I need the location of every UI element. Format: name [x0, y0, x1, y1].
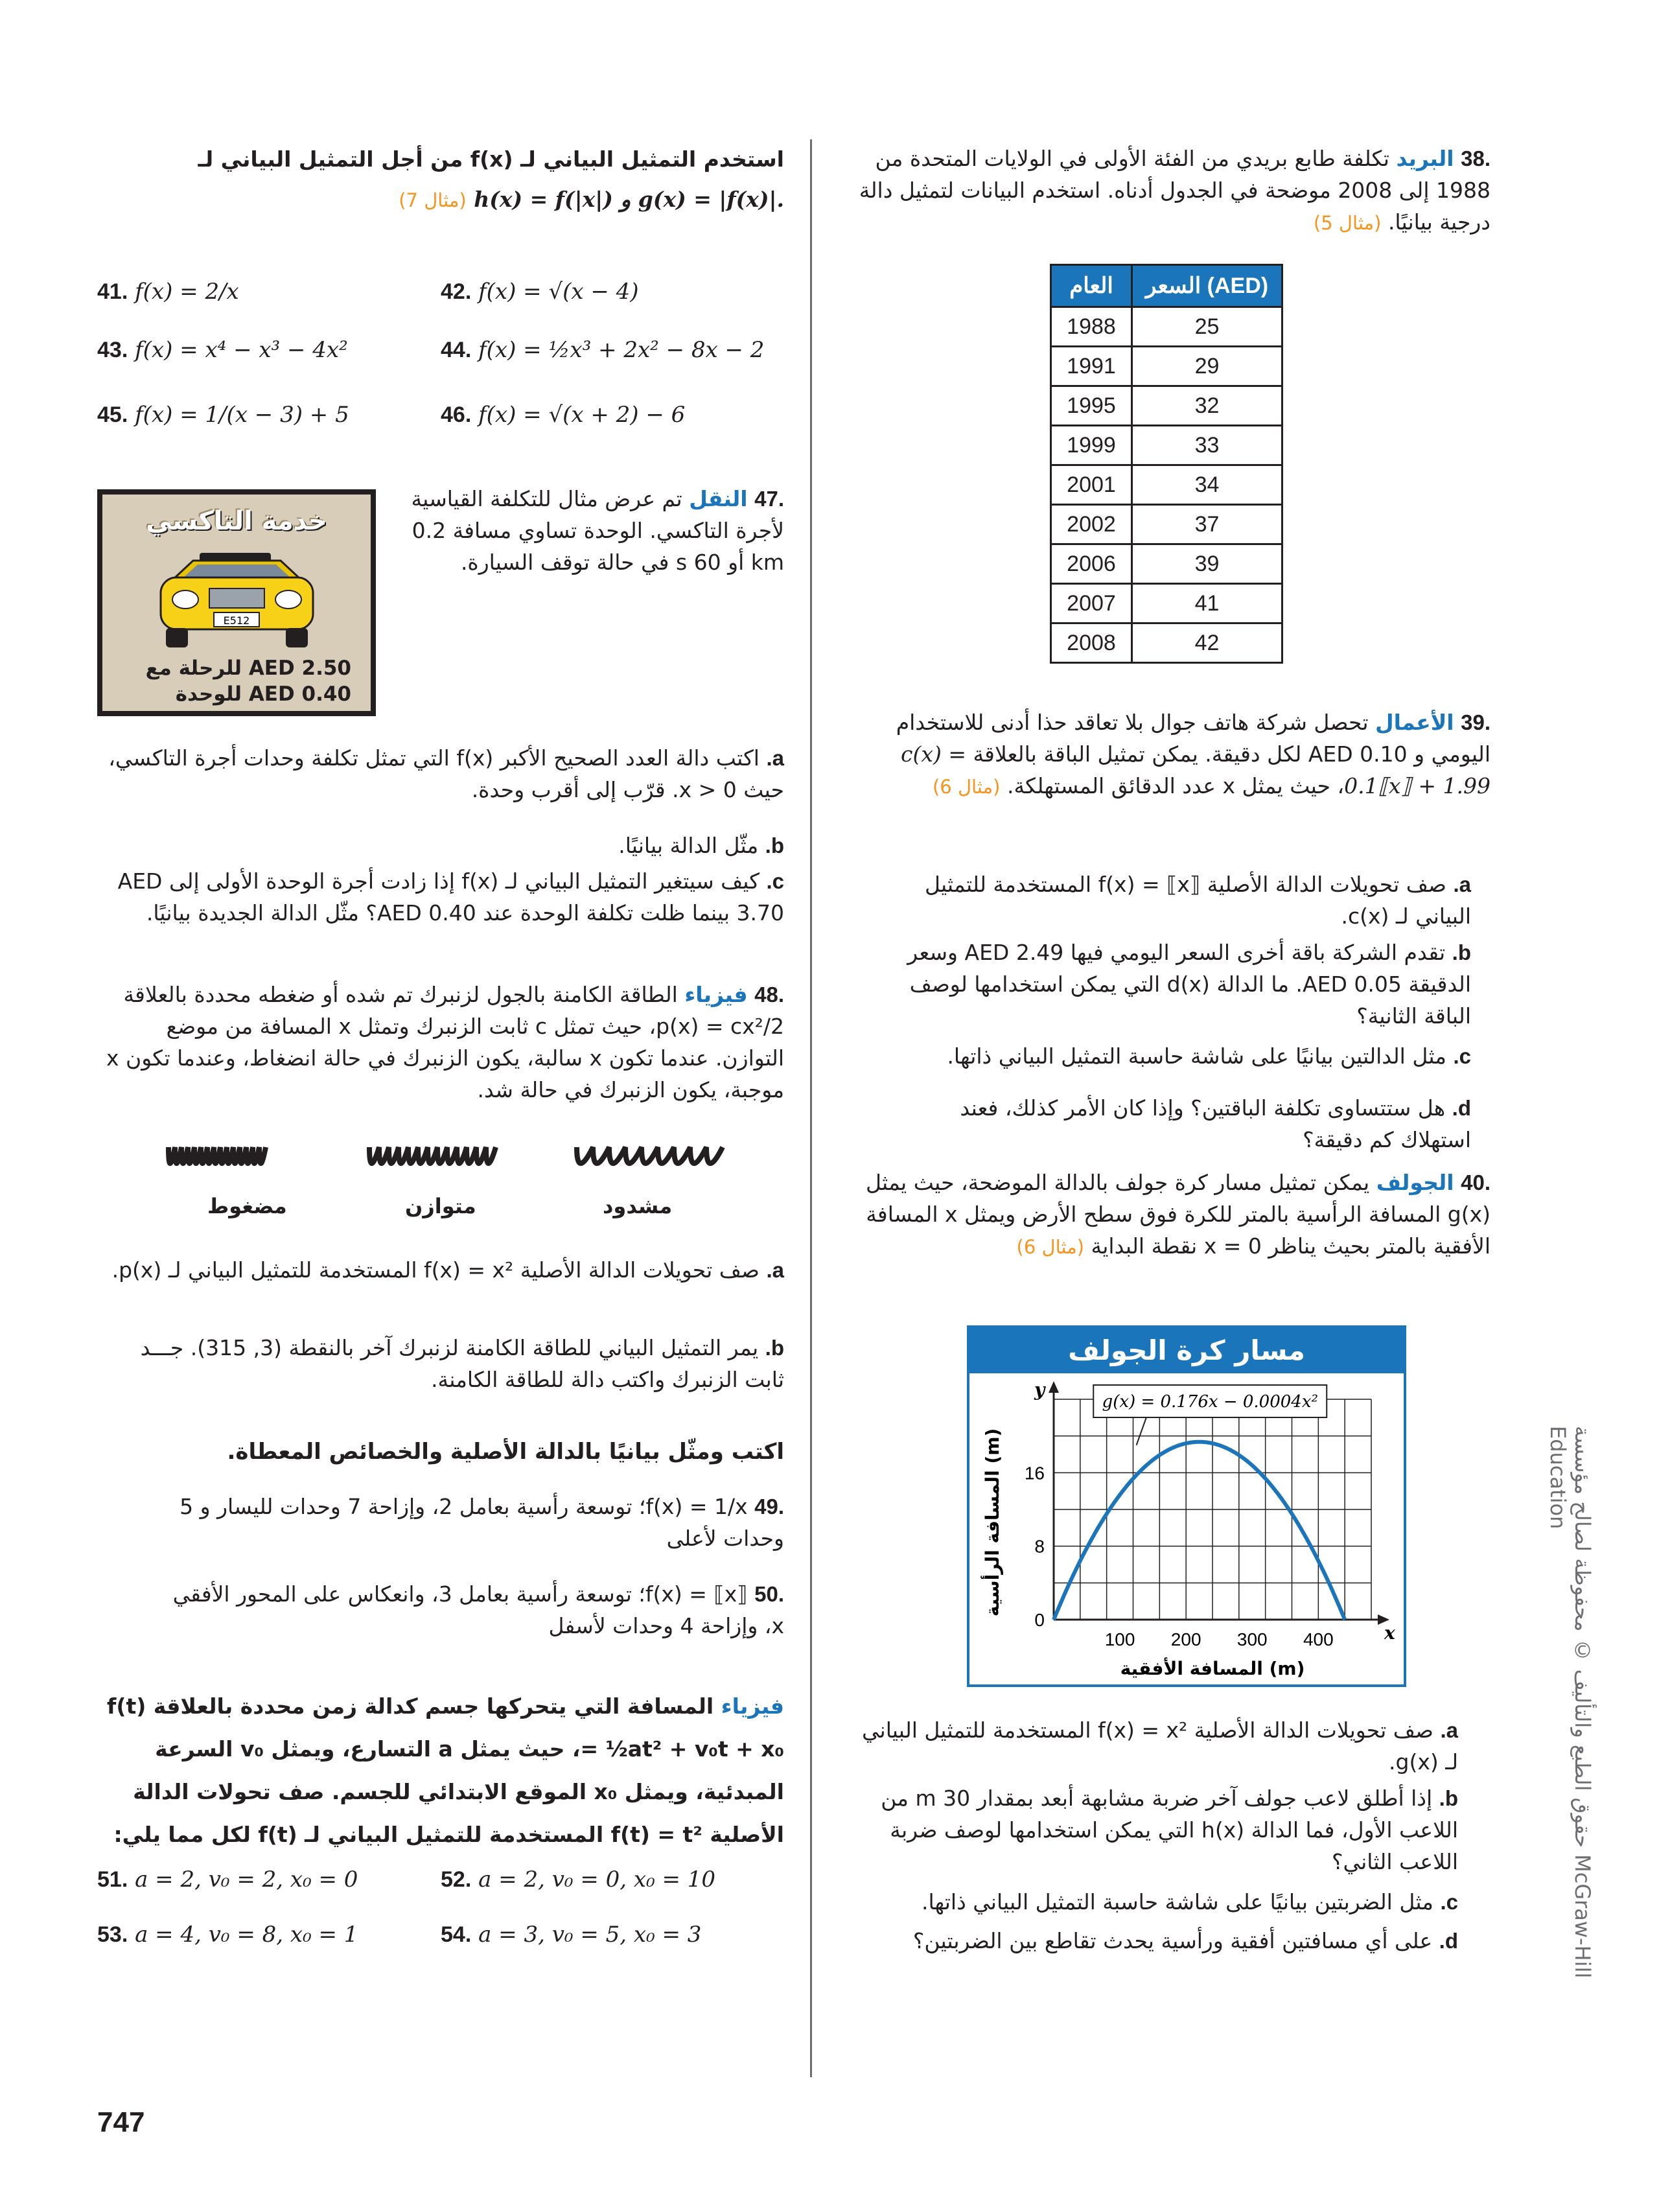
table-cell-price: 39: [1132, 544, 1282, 584]
springs-illustration: [130, 1128, 784, 1199]
q39-part-d: [888, 1092, 1471, 1156]
golf-trajectory-curve: [1054, 1442, 1345, 1620]
item-number: 43.: [97, 338, 128, 362]
table-row: [1051, 386, 1282, 426]
q39-part-text: مثل الدالتين بيانيًا على شاشة حاسبة التمثيل البياني ذاتها.: [947, 1043, 1446, 1069]
q48-part-letter: b.: [765, 1336, 784, 1360]
q48-body: الطاقة الكامنة بالجول لزنبرك تم شده أو ضغطه محددة بالعلاقة p(x) = cx²/2، حيث تمثل c ثابت الزنبرك وتمثل x المسافة من موضع التوازن. عندما تكون x سالبة، يكون الزنبرك في حالة انضغاط، وعندما تكون x موجبة، يكون الزنبرك في حالة شد.: [106, 982, 784, 1102]
q38-example-ref: (مثال 5): [1313, 212, 1382, 234]
item-expression: a = 3, v₀ = 5, x₀ = 3: [478, 1922, 702, 1948]
q40-part-d: [849, 1925, 1458, 1957]
q48-part-text: يمر التمثيل البياني للطاقة الكامنة لزنبرك آخر بالنقطة (3, 315). جـــد ثابت الزنبرك واكتب دالة للطاقة الكامنة.: [140, 1335, 784, 1392]
q39-number: .39: [1461, 710, 1491, 734]
x-tick-label: 300: [1236, 1629, 1268, 1649]
q39-part-letter: b.: [1452, 940, 1471, 964]
golf-chart-frame: [967, 1325, 1406, 1687]
item-52: [441, 1867, 715, 1892]
stamp-price-table: [1050, 264, 1283, 664]
copyright-side-text: حقوق الطبع والتأليف © محفوظة لصالح مؤسسة McGraw-Hill Education: [1546, 1426, 1595, 1979]
taxi-sign-price1: AED 2.50 للرحلة مع: [145, 657, 351, 680]
item-number: 46.: [441, 402, 472, 427]
q39-part-letter: a.: [1453, 872, 1471, 896]
q47-part-c: [97, 865, 784, 929]
page-number: 747: [97, 2106, 145, 2138]
q48-part-a: [97, 1254, 784, 1286]
table-row: [1051, 426, 1282, 465]
q40-part-letter: d.: [1439, 1929, 1458, 1953]
q40-part-text: صف تحويلات الدالة الأصلية f(x) = x² المستخدمة للتمثيل البياني لـ g(x).: [862, 1717, 1458, 1775]
q48-text: [97, 979, 784, 1106]
balanced-spring-icon: [369, 1147, 496, 1163]
q47-part-a: [97, 742, 784, 806]
q47-part-letter: c.: [766, 869, 784, 893]
item-43: [97, 337, 348, 363]
y-tick-label: 8: [1034, 1536, 1045, 1557]
compressed-spring-icon: [168, 1147, 266, 1163]
q39-part-b: [888, 937, 1471, 1032]
x-tick-label: 200: [1170, 1629, 1201, 1649]
item-42: [441, 279, 639, 305]
y-axis-arrow: [1049, 1381, 1059, 1393]
item-49: [162, 1491, 784, 1554]
taxi-sign-price2: AED 0.40 للوحدة: [175, 682, 351, 706]
table-row: [1051, 347, 1282, 386]
q40-part-c: [849, 1886, 1458, 1918]
item-number: 54.: [441, 1922, 472, 1947]
q39-part-c: [888, 1040, 1471, 1072]
taxi-sign: [97, 489, 376, 716]
item-expression: f(x) = x⁴ − x³ − 4x²: [135, 337, 348, 363]
table-header-price: السعر (AED): [1132, 265, 1282, 307]
table-cell-price: 41: [1132, 584, 1282, 623]
left-header: [97, 139, 784, 220]
item-41: [97, 279, 239, 305]
spring-label-compressed: مضغوط: [207, 1194, 287, 1218]
q39-body1: تحصل شركة هاتف جوال بلا تعاقد حذا أدنى للاستخدام اليومي و AED 0.10 لكل دقيقة. يمكن تمثيل الباقة بالعلاقة: [896, 710, 1491, 767]
table-row: [1051, 544, 1282, 584]
table-cell-price: 34: [1132, 465, 1282, 505]
q38-number: .38: [1461, 146, 1491, 170]
equation-label-pointer: [1137, 1417, 1146, 1445]
item-44: [441, 337, 764, 363]
taxi-car-icon: [102, 540, 371, 669]
q38-body: تكلفة طابع بريدي من الفئة الأولى في الولايات المتحدة من 1988 إلى 2008 موضحة في الجدول أدناه. استخدم البيانات لتمثيل دالة درجية بيانيًا.: [859, 146, 1491, 235]
left-header-text: استخدم التمثيل البياني لـ f(x) من أجل التمثيل البياني لـ: [198, 146, 784, 172]
table-row: [1051, 505, 1282, 544]
q40-example-ref: (مثال 6): [1016, 1236, 1085, 1258]
item-number: 41.: [97, 279, 128, 304]
table-cell-year: 2007: [1051, 584, 1132, 623]
q47-part-text: كيف سيتغير التمثيل البياني لـ f(x) إذا زادت أجرة الوحدة الأولى إلى AED 3.70 بينما ظلت تكلفة الوحدة عند AED 0.40؟ مثّل الدالة الجديدة بيانيًا.: [117, 868, 784, 926]
q47-number: .47: [754, 487, 784, 511]
table-cell-year: 2002: [1051, 505, 1132, 544]
q48-part-letter: a.: [766, 1258, 784, 1282]
q39-example-ref: (مثال 6): [932, 776, 1001, 798]
item-number: 45.: [97, 402, 128, 427]
y-axis-title: المسافة الرأسية (m): [982, 1428, 1003, 1617]
table-row: [1051, 584, 1282, 623]
left-header-example-ref: (مثال 7): [399, 189, 467, 211]
sec51-heading-text: المسافة التي يتحركها جسم كدالة زمن محددة بالعلاقة f(t) = ½at² + v₀t + x₀، حيث يمثل a التسارع، ويمثل v₀ السرعة المبدئية، ويمثل x₀ الموقع الابتدائي للجسم. صف تحولات الدالة الأصلية f(t) = t² المستخدمة للتمثيل البياني لـ f(t) لكل مما يلي:: [107, 1694, 784, 1847]
taxi-sign-title: خدمة التاكسي: [146, 506, 327, 536]
golf-chart: [969, 1373, 1404, 1684]
spring-label-balanced: متوازن: [405, 1194, 476, 1218]
q39-part-text: هل ستتساوى تكلفة الباقتين؟ وإذا كان الأمر كذلك، فعند استهلاك كم دقيقة؟: [960, 1095, 1471, 1152]
q40-part-letter: b.: [1439, 1786, 1458, 1810]
item-expression: a = 2, v₀ = 2, x₀ = 0: [135, 1867, 358, 1892]
table-cell-year: 1999: [1051, 426, 1132, 465]
y-tick-label: 16: [1024, 1463, 1045, 1484]
q38-keyword: البريد: [1396, 146, 1454, 171]
table-row: [1051, 623, 1282, 663]
sec51-keyword: فيزياء: [721, 1694, 784, 1719]
item-expression: a = 2, v₀ = 0, x₀ = 10: [478, 1867, 716, 1892]
spring-label-stretched: مشدود: [603, 1194, 673, 1218]
table-cell-price: 29: [1132, 347, 1282, 386]
item-expression: f(x) = √(x + 2) − 6: [478, 402, 686, 428]
table-cell-price: 32: [1132, 386, 1282, 426]
q47-part-text: مثّل الدالة بيانيًا.: [618, 833, 759, 858]
taxi-plate: E512: [223, 614, 250, 627]
y-axis-letter: y: [1034, 1379, 1045, 1401]
table-cell-year: 1995: [1051, 386, 1132, 426]
item-expression: f(x) = 2/x: [135, 279, 239, 305]
q40-part-text: على أي مسافتين أفقية ورأسية يحدث تقاطع بين الضربتين؟: [912, 1928, 1433, 1953]
q47-part-letter: b.: [765, 833, 784, 857]
item-51: [97, 1867, 358, 1892]
y-tick-label: 0: [1034, 1610, 1045, 1630]
q47-body: تم عرض مثال للتكلفة القياسية لأجرة التاكسي. الوحدة تساوي مسافة 0.2 km أو 60 s في حالة توقف السيارة.: [411, 486, 784, 575]
q48-part-b: [97, 1332, 784, 1395]
table-cell-year: 1991: [1051, 347, 1132, 386]
item-50: [162, 1578, 784, 1642]
item-46: [441, 402, 685, 428]
sec51-heading: [97, 1685, 784, 1856]
q38-text: [836, 143, 1491, 239]
q39-text: [836, 706, 1491, 803]
q40-part-letter: a.: [1440, 1718, 1458, 1742]
q48-part-text: صف تحويلات الدالة الأصلية f(x) = x² المستخدمة للتمثيل البياني لـ p(x).: [111, 1257, 760, 1283]
table-cell-year: 2008: [1051, 623, 1132, 663]
item-text: f(x) = 1/x؛ توسعة رأسية بعامل 2، وإزاحة 7 وحدات لليسار و 5 وحدات لأعلى: [180, 1494, 784, 1551]
item-number: 53.: [97, 1922, 128, 1947]
table-cell-price: 42: [1132, 623, 1282, 663]
q39-formula: c(x) = 0.1⟦x⟧ + 1.99: [901, 741, 1491, 798]
table-cell-year: 2001: [1051, 465, 1132, 505]
q39-part-a: [888, 868, 1471, 932]
q47-text: [402, 483, 784, 578]
item-number: 51.: [97, 1867, 128, 1892]
golf-chart-title: مسار كرة الجولف: [969, 1328, 1404, 1373]
item-53: [97, 1922, 358, 1948]
q47-part-text: اكتب دالة العدد الصحيح الأكبر f(x) التي تمثل تكلفة وحدات أجرة التاكسي، حيث x > 0. قرّب إلى أقرب وحدة.: [108, 745, 784, 802]
item-number: .50: [754, 1582, 784, 1606]
table-header-year: العام: [1051, 265, 1132, 307]
item-45: [97, 402, 349, 428]
q39-part-letter: c.: [1453, 1044, 1471, 1068]
item-number: 52.: [441, 1867, 472, 1892]
item-number: .49: [754, 1495, 784, 1519]
q40-part-text: إذا أطلق لاعب جولف آخر ضربة مشابهة أبعد بمقدار 30 m من اللاعب الأول، فما الدالة h(x) التي يمكن استخدامها لوصف ضربة اللاعب الثاني؟: [881, 1786, 1458, 1874]
q47-keyword: النقل: [689, 486, 748, 511]
q48-keyword: فيزياء: [684, 982, 748, 1007]
item-expression: f(x) = 1/(x − 3) + 5: [135, 402, 349, 428]
item-text: f(x) = ⟦x⟧؛ توسعة رأسية بعامل 3، وانعكاس على المحور الأفقي x، وإزاحة 4 وحدات لأسفل: [172, 1581, 784, 1638]
x-axis-title: المسافة الأفقية (m): [1120, 1658, 1305, 1679]
column-divider: [810, 139, 812, 2077]
table-row: [1051, 307, 1282, 347]
table-cell-price: 37: [1132, 505, 1282, 544]
q47-part-letter: a.: [766, 746, 784, 770]
q47-part-b: [97, 830, 784, 861]
q39-body2: ، حيث يمثل x عدد الدقائق المستهلكة.: [1006, 773, 1345, 798]
q40-body: يمكن تمثيل مسار كرة جولف بالدالة الموضحة، حيث يمثل g(x) المسافة الرأسية بالمتر للكرة فوق سطح الأرض ويمثل x المسافة الأفقية بالمتر بحيث يناظر x = 0 نقطة البداية: [866, 1170, 1491, 1259]
q40-part-a: [849, 1714, 1458, 1778]
item-expression: f(x) = √(x − 4): [478, 279, 639, 305]
q40-text: [836, 1167, 1491, 1263]
table-cell-year: 2006: [1051, 544, 1132, 584]
q39-part-text: صف تحويلات الدالة الأصلية f(x) = ⟦x⟧ المستخدمة للتمثيل البياني لـ c(x).: [924, 872, 1471, 929]
table-cell-year: 1988: [1051, 307, 1132, 347]
table-cell-price: 33: [1132, 426, 1282, 465]
x-axis-letter: x: [1384, 1622, 1395, 1644]
left-header-formula: h(x) = f(|x|) و g(x) = |f(x)|.: [474, 187, 784, 212]
q40-part-b: [849, 1782, 1458, 1878]
q39-keyword: الأعمال: [1375, 710, 1454, 735]
item-expression: f(x) = ½x³ + 2x² − 8x − 2: [478, 337, 765, 363]
q40-part-letter: c.: [1440, 1890, 1458, 1914]
table-cell-price: 25: [1132, 307, 1282, 347]
table-row: [1051, 465, 1282, 505]
equation-label: g(x) = 0.176x − 0.0004x²: [1102, 1392, 1318, 1412]
q48-number: .48: [754, 983, 784, 1007]
item-number: 44.: [441, 338, 472, 362]
item-number: 42.: [441, 279, 472, 304]
stretched-spring-icon: [577, 1147, 723, 1163]
q40-part-text: مثل الضربتين بيانيًا على شاشة حاسبة التمثيل البياني ذاتها.: [921, 1889, 1433, 1915]
x-tick-label: 400: [1303, 1629, 1334, 1649]
q39-part-letter: d.: [1452, 1096, 1471, 1120]
q39-part-text: تقدم الشركة باقة أخرى السعر اليومي فيها AED 2.49 وسعر الدقيقة AED 0.05. ما الدالة d(x) التي يمكن استخدامها لوصف الباقة الثانية؟: [907, 940, 1471, 1029]
sec49-heading: اكتب ومثّل بيانيًا بالدالة الأصلية والخصائص المعطاة.: [227, 1439, 784, 1465]
item-expression: a = 4, v₀ = 8, x₀ = 1: [135, 1922, 358, 1948]
q40-number: .40: [1461, 1170, 1491, 1194]
x-tick-label: 100: [1104, 1629, 1135, 1649]
q40-keyword: الجولف: [1376, 1170, 1454, 1195]
table-header-row: [1051, 265, 1282, 307]
item-54: [441, 1922, 701, 1948]
